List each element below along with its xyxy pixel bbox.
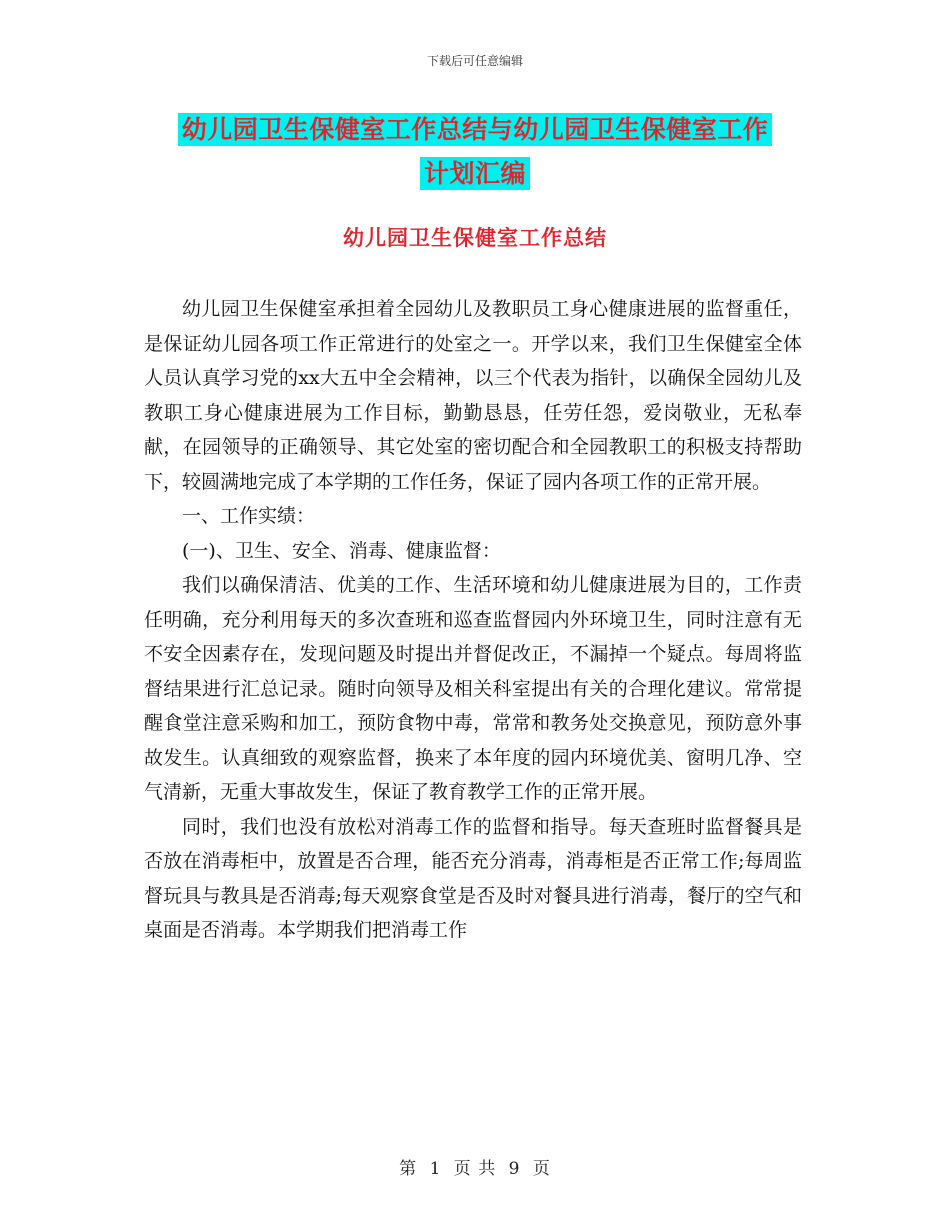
subheading-hygiene-safety: (一)、卫生、安全、消毒、健康监督： (182, 539, 501, 562)
section-title: 幼儿园卫生保健室工作总结 (343, 226, 607, 250)
document-body (144, 292, 802, 948)
page-prefix: 第 (399, 1159, 418, 1179)
header-note: 下载后可任意编辑 (426, 54, 523, 68)
page-middle: 页 共 (453, 1159, 497, 1179)
page-suffix: 页 (532, 1159, 551, 1179)
paragraph-intro: 幼儿园卫生保健室承担着全园幼儿及教职员工身心健康进展的监督重任，是保证幼儿园各项工作正常进行的处室之一。开学以来，我们卫生保健室全体人员认真学习党的xx大五中全会精神，以三个代表为指针，以确保全园幼儿及教职工身心健康进展为工作目标，勤勤恳恳，任劳任怨，爱岗敬业，无私奉献，在园领导的正确领导、其它处室的密切配合和全园教职工的积极支持帮助下，较圆满地完成了本学期的工作任务，保证了园内各项工作的正常开展。 (144, 298, 802, 493)
page-current: 1 (429, 1159, 442, 1179)
paragraph-disinfection: 同时，我们也没有放松对消毒工作的监督和指导。每天查班时监督餐具是否放在消毒柜中，放置是否合理，能否充分消毒，消毒柜是否正常工作;每周监督玩具与教具是否消毒;每天观察食堂是否及时对餐具进行消毒，餐厅的空气和桌面是否消毒。本学期我们把消毒工作 (144, 815, 802, 941)
heading-work-results: 一、工作实绩： (182, 505, 316, 527)
document-title-line-1: 幼儿园卫生保健室工作总结与幼儿园卫生保健室工作 (178, 113, 773, 146)
document-title (140, 108, 810, 196)
page-total: 9 (508, 1159, 521, 1179)
paragraph-supervision: 我们以确保清洁、优美的工作、生活环境和幼儿健康进展为目的，工作责任明确，充分利用每天的多次查班和巡查监督园内外环境卫生，同时注意有无不安全因素存在，发现问题及时提出并督促改正，不漏掉一个疑点。每周将监督结果进行汇总记录。随时向领导及相关科室提出有关的合理化建议。常常提醒食堂注意采购和加工，预防食物中毒，常常和教务处交换意见，预防意外事故发生。认真细致的观察监督，换来了本年度的园内环境优美、窗明几净、空气清新，无重大事故发生，保证了教育教学工作的正常开展。 (144, 574, 802, 803)
page-number (0, 1154, 950, 1179)
document-title-line-2: 计划汇编 (420, 157, 530, 190)
